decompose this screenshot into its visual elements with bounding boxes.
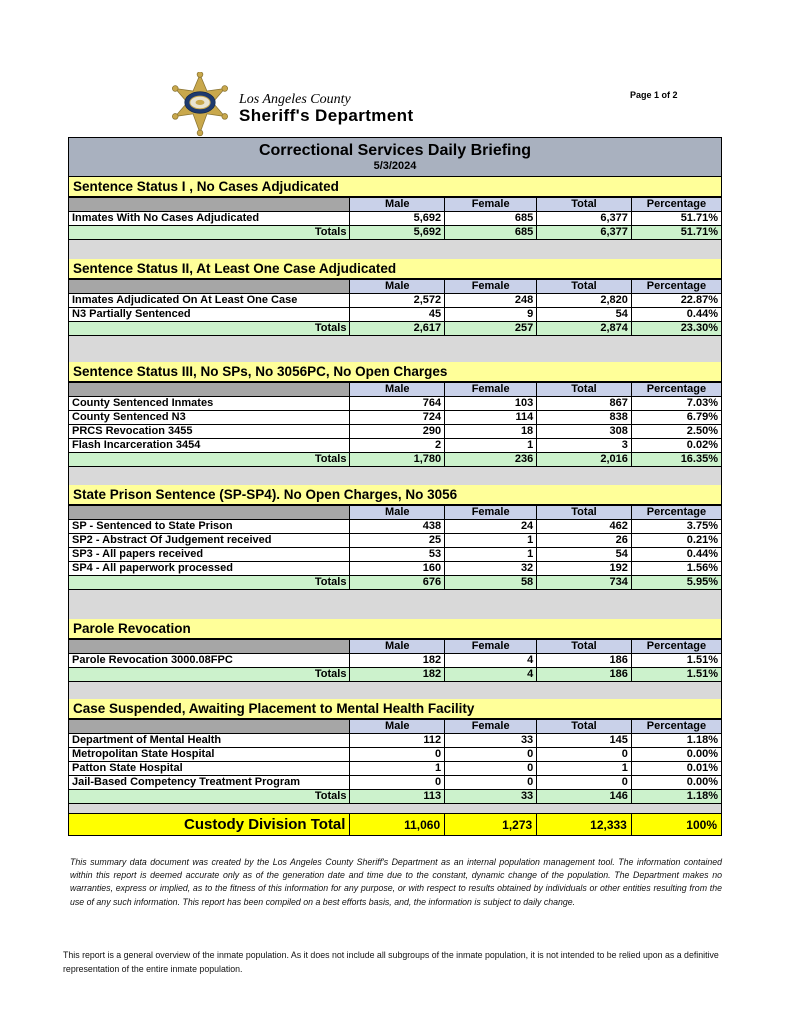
female-value: 33 <box>445 734 537 748</box>
column-header-row <box>69 198 722 212</box>
male-value: 764 <box>350 397 445 411</box>
column-header-male: Male <box>350 720 445 734</box>
total-total: 2,016 <box>537 453 632 467</box>
table-row <box>69 654 722 668</box>
totals-label: Totals <box>69 790 350 804</box>
male-value: 0 <box>350 748 445 762</box>
section-table <box>68 382 722 467</box>
total-value: 54 <box>537 308 632 322</box>
custody-division-total-row <box>68 813 722 836</box>
section-title: Parole Revocation <box>68 619 722 639</box>
blank-header-cell <box>69 720 350 734</box>
table-row <box>69 562 722 576</box>
total-value: 867 <box>537 397 632 411</box>
column-header-male: Male <box>350 383 445 397</box>
section-sentence-status-2 <box>68 259 722 336</box>
row-label: N3 Partially Sentenced <box>69 308 350 322</box>
section-parole-revocation <box>68 619 722 682</box>
percentage-value: 0.00% <box>631 748 721 762</box>
total-total: 146 <box>537 790 632 804</box>
male-value: 2 <box>350 439 445 453</box>
totals-label: Totals <box>69 576 350 590</box>
row-label: County Sentenced N3 <box>69 411 350 425</box>
column-header-percentage: Percentage <box>631 383 721 397</box>
female-value: 4 <box>445 654 537 668</box>
male-value: 45 <box>350 308 445 322</box>
section-gap <box>68 682 722 699</box>
section-table <box>68 505 722 590</box>
section-gap <box>68 467 722 485</box>
female-value: 103 <box>445 397 537 411</box>
table-row <box>69 397 722 411</box>
male-value: 5,692 <box>350 212 445 226</box>
female-value: 0 <box>445 748 537 762</box>
column-header-total: Total <box>537 640 632 654</box>
percentage-value: 3.75% <box>631 520 721 534</box>
percentage-total: 51.71% <box>631 226 721 240</box>
percentage-value: 51.71% <box>631 212 721 226</box>
female-value: 685 <box>445 212 537 226</box>
section-table <box>68 719 722 804</box>
grand-total-percentage: 100% <box>631 814 721 836</box>
female-value: 18 <box>445 425 537 439</box>
column-header-male: Male <box>350 280 445 294</box>
male-total: 2,617 <box>350 322 445 336</box>
column-header-row <box>69 383 722 397</box>
total-value: 0 <box>537 748 632 762</box>
percentage-value: 7.03% <box>631 397 721 411</box>
female-value: 0 <box>445 776 537 790</box>
table-row <box>69 212 722 226</box>
male-value: 160 <box>350 562 445 576</box>
percentage-total: 23.30% <box>631 322 721 336</box>
total-value: 462 <box>537 520 632 534</box>
total-total: 2,874 <box>537 322 632 336</box>
document-date: 5/3/2024 <box>373 160 417 172</box>
column-header-row <box>69 506 722 520</box>
total-value: 838 <box>537 411 632 425</box>
footnote-text: This report is a general overview of the inmate population. As it does not include all subgroups of the inmate population, it is not intended to be relied upon as a definitive representation of the entire inmate population. <box>63 950 719 975</box>
column-header-female: Female <box>445 640 537 654</box>
total-value: 3 <box>537 439 632 453</box>
section-title: Case Suspended, Awaiting Placement to Mental Health Facility <box>68 699 722 719</box>
male-value: 290 <box>350 425 445 439</box>
row-label: SP - Sentenced to State Prison <box>69 520 350 534</box>
total-value: 26 <box>537 534 632 548</box>
row-label: Metropolitan State Hospital <box>69 748 350 762</box>
column-header-male: Male <box>350 198 445 212</box>
percentage-value: 1.51% <box>631 654 721 668</box>
column-header-male: Male <box>350 640 445 654</box>
row-label: Parole Revocation 3000.08FPC <box>69 654 350 668</box>
table-row <box>69 762 722 776</box>
section-table <box>68 279 722 336</box>
female-value: 114 <box>445 411 537 425</box>
column-header-male: Male <box>350 506 445 520</box>
female-value: 1 <box>445 439 537 453</box>
grand-total-total: 12,333 <box>537 814 632 836</box>
table-row <box>69 425 722 439</box>
row-label: Flash Incarceration 3454 <box>69 439 350 453</box>
agency-name-department: Sheriff's Department <box>239 105 414 125</box>
percentage-value: 22.87% <box>631 294 721 308</box>
grand-total-male: 11,060 <box>350 814 445 836</box>
table-row <box>69 520 722 534</box>
male-value: 112 <box>350 734 445 748</box>
table-row <box>69 294 722 308</box>
column-header-percentage: Percentage <box>631 198 721 212</box>
totals-row <box>69 668 722 682</box>
column-header-female: Female <box>445 198 537 212</box>
totals-label: Totals <box>69 226 350 240</box>
female-value: 32 <box>445 562 537 576</box>
total-value: 308 <box>537 425 632 439</box>
document-title-bar <box>68 137 722 177</box>
female-total: 58 <box>445 576 537 590</box>
section-case-suspended <box>68 699 722 804</box>
male-value: 1 <box>350 762 445 776</box>
column-header-female: Female <box>445 506 537 520</box>
column-header-total: Total <box>537 720 632 734</box>
section-table <box>68 197 722 240</box>
agency-header <box>168 72 414 138</box>
column-header-percentage: Percentage <box>631 280 721 294</box>
blank-header-cell <box>69 640 350 654</box>
column-header-female: Female <box>445 280 537 294</box>
grand-total-female: 1,273 <box>445 814 537 836</box>
percentage-value: 1.56% <box>631 562 721 576</box>
percentage-value: 0.00% <box>631 776 721 790</box>
column-header-percentage: Percentage <box>631 720 721 734</box>
section-title: State Prison Sentence (SP-SP4). No Open Charges, No 3056 <box>68 485 722 505</box>
blank-header-cell <box>69 198 350 212</box>
table-row <box>69 748 722 762</box>
percentage-value: 0.44% <box>631 548 721 562</box>
total-value: 6,377 <box>537 212 632 226</box>
female-total: 33 <box>445 790 537 804</box>
percentage-total: 1.18% <box>631 790 721 804</box>
totals-label: Totals <box>69 322 350 336</box>
section-sentence-status-1 <box>68 177 722 240</box>
section-gap <box>68 336 722 362</box>
section-state-prison-sentence <box>68 485 722 590</box>
percentage-total: 5.95% <box>631 576 721 590</box>
table-row <box>69 548 722 562</box>
male-value: 182 <box>350 654 445 668</box>
section-title: Sentence Status I , No Cases Adjudicated <box>68 177 722 197</box>
row-label: PRCS Revocation 3455 <box>69 425 350 439</box>
female-total: 257 <box>445 322 537 336</box>
section-sentence-status-3 <box>68 362 722 467</box>
male-total: 1,780 <box>350 453 445 467</box>
percentage-value: 6.79% <box>631 411 721 425</box>
column-header-row <box>69 640 722 654</box>
column-header-total: Total <box>537 506 632 520</box>
total-total: 186 <box>537 668 632 682</box>
row-label: SP3 - All papers received <box>69 548 350 562</box>
female-value: 0 <box>445 762 537 776</box>
table-row <box>69 734 722 748</box>
female-value: 1 <box>445 534 537 548</box>
section-gap <box>68 804 722 813</box>
totals-row <box>69 576 722 590</box>
total-value: 54 <box>537 548 632 562</box>
section-title: Sentence Status III, No SPs, No 3056PC, No Open Charges <box>68 362 722 382</box>
row-label: County Sentenced Inmates <box>69 397 350 411</box>
male-value: 53 <box>350 548 445 562</box>
percentage-value: 0.21% <box>631 534 721 548</box>
row-label: Inmates Adjudicated On At Least One Case <box>69 294 350 308</box>
male-total: 676 <box>350 576 445 590</box>
male-value: 438 <box>350 520 445 534</box>
total-value: 2,820 <box>537 294 632 308</box>
blank-header-cell <box>69 280 350 294</box>
percentage-value: 0.44% <box>631 308 721 322</box>
briefing-document <box>68 137 722 836</box>
row-label: Patton State Hospital <box>69 762 350 776</box>
totals-row <box>69 790 722 804</box>
totals-row <box>69 322 722 336</box>
total-value: 192 <box>537 562 632 576</box>
row-label: Jail-Based Competency Treatment Program <box>69 776 350 790</box>
male-value: 724 <box>350 411 445 425</box>
total-value: 1 <box>537 762 632 776</box>
section-gap <box>68 590 722 619</box>
column-header-total: Total <box>537 383 632 397</box>
male-total: 182 <box>350 668 445 682</box>
column-header-percentage: Percentage <box>631 506 721 520</box>
section-title: Sentence Status II, At Least One Case Adjudicated <box>68 259 722 279</box>
totals-row <box>69 453 722 467</box>
percentage-value: 1.18% <box>631 734 721 748</box>
column-header-row <box>69 720 722 734</box>
male-total: 5,692 <box>350 226 445 240</box>
table-row <box>69 776 722 790</box>
row-label: Inmates With No Cases Adjudicated <box>69 212 350 226</box>
female-total: 4 <box>445 668 537 682</box>
table-row <box>69 534 722 548</box>
male-total: 113 <box>350 790 445 804</box>
total-total: 6,377 <box>537 226 632 240</box>
percentage-value: 0.02% <box>631 439 721 453</box>
blank-header-cell <box>69 506 350 520</box>
totals-label: Totals <box>69 453 350 467</box>
table-row <box>69 411 722 425</box>
female-value: 248 <box>445 294 537 308</box>
column-header-total: Total <box>537 198 632 212</box>
row-label: Department of Mental Health <box>69 734 350 748</box>
agency-name-county: Los Angeles County <box>239 91 351 107</box>
column-header-female: Female <box>445 383 537 397</box>
totals-row <box>69 226 722 240</box>
total-value: 145 <box>537 734 632 748</box>
grand-total-label: Custody Division Total <box>69 814 350 836</box>
row-label: SP4 - All paperwork processed <box>69 562 350 576</box>
female-total: 236 <box>445 453 537 467</box>
blank-header-cell <box>69 383 350 397</box>
document-title: Correctional Services Daily Briefing <box>258 142 532 159</box>
percentage-value: 0.01% <box>631 762 721 776</box>
column-header-row <box>69 280 722 294</box>
totals-label: Totals <box>69 668 350 682</box>
percentage-total: 1.51% <box>631 668 721 682</box>
female-value: 1 <box>445 548 537 562</box>
percentage-total: 16.35% <box>631 453 721 467</box>
column-header-percentage: Percentage <box>631 640 721 654</box>
percentage-value: 2.50% <box>631 425 721 439</box>
male-value: 25 <box>350 534 445 548</box>
table-row <box>69 439 722 453</box>
row-label: SP2 - Abstract Of Judgement received <box>69 534 350 548</box>
page-indicator: Page 1 of 2 <box>630 90 678 100</box>
male-value: 0 <box>350 776 445 790</box>
male-value: 2,572 <box>350 294 445 308</box>
total-total: 734 <box>537 576 632 590</box>
sheriff-star-badge-icon <box>168 72 232 138</box>
female-value: 9 <box>445 308 537 322</box>
total-value: 186 <box>537 654 632 668</box>
table-row <box>69 308 722 322</box>
section-table <box>68 639 722 682</box>
female-value: 24 <box>445 520 537 534</box>
column-header-female: Female <box>445 720 537 734</box>
disclaimer-text: This summary data document was created by the Los Angeles County Sheriff's Department as an internal population management tool. The information contained within this report is deemed accurate only as of the generation date and time due to the constant, dynamic change of the population. The Department makes no warranties, express or implied, as to the fitness of this information for any purpose, or with respect to results obtained by individuals or other entities resulting from the use of any such information. This report has been compiled on a best efforts basis, and, the information is subject to daily change. <box>70 857 722 907</box>
total-value: 0 <box>537 776 632 790</box>
column-header-total: Total <box>537 280 632 294</box>
section-gap <box>68 240 722 259</box>
female-total: 685 <box>445 226 537 240</box>
